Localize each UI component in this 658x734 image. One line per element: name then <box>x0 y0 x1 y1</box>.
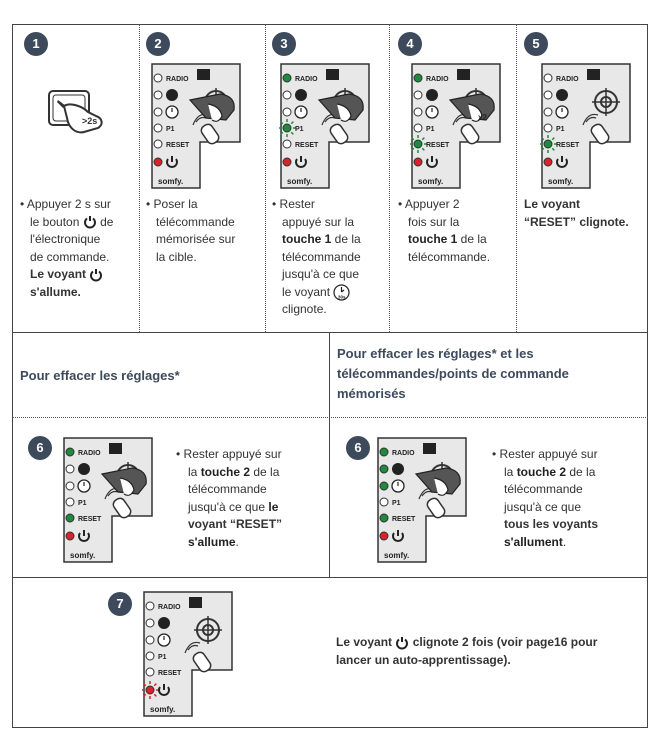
reset-label: RESET <box>295 142 319 149</box>
pedestrian-icon <box>166 89 178 101</box>
step-5-text <box>524 196 648 231</box>
led-indicator <box>544 108 552 116</box>
led-indicator <box>380 448 388 456</box>
text-line: touche 1 <box>282 232 332 246</box>
led-indicator <box>414 74 422 82</box>
somfy-logo: somfy. <box>418 177 444 186</box>
text-line: voyant “RESET” <box>188 517 283 531</box>
led-indicator <box>380 532 388 540</box>
text-line: Rester appuyé sur <box>183 447 282 461</box>
text-line: le voyant <box>282 284 331 299</box>
text-line: de commande. <box>30 249 110 264</box>
section-heading <box>337 344 569 404</box>
pedestrian-icon <box>78 463 90 475</box>
text-line: de la <box>457 232 487 246</box>
text-line: de la <box>331 232 361 246</box>
text-line: fois sur la <box>408 214 460 229</box>
p1-label: P1 <box>78 500 87 507</box>
divider <box>329 332 330 577</box>
led-indicator <box>146 602 154 610</box>
text-line: la <box>188 464 201 479</box>
led-indicator <box>66 482 74 490</box>
text-line: télécommande <box>156 214 235 229</box>
timer-label: 30s <box>338 294 346 300</box>
power-icon <box>395 636 409 650</box>
pedestrian-icon <box>295 89 307 101</box>
step-badge: 2 <box>146 32 170 56</box>
p1-label: P1 <box>158 654 167 661</box>
led-indicator <box>380 482 388 490</box>
press-count-label: x2 <box>478 113 487 122</box>
step-badge: 5 <box>524 32 548 56</box>
reset-label: RESET <box>392 516 416 523</box>
p1-label: P1 <box>166 126 175 133</box>
step-6b-text <box>492 446 642 551</box>
reset-label: RESET <box>158 670 182 677</box>
radio-logo-icon <box>326 69 339 80</box>
p1-label: P1 <box>295 126 304 133</box>
radio-label: RADIO <box>78 450 101 457</box>
text-line: touche 2 <box>516 464 567 479</box>
text-line: s'allume. <box>30 284 81 299</box>
text-line: jusqu'à ce que <box>188 499 269 514</box>
timer-icon <box>333 284 350 301</box>
led-indicator <box>544 158 552 166</box>
bullet: • <box>272 197 277 211</box>
step-6a-text <box>176 446 326 551</box>
radio-label: RADIO <box>556 76 579 83</box>
power-icon <box>89 268 103 282</box>
divider <box>12 417 648 418</box>
pedestrian-icon <box>158 617 170 629</box>
text-line: Le voyant <box>30 267 87 281</box>
control-panel <box>410 62 502 195</box>
text-line: la <box>504 464 517 479</box>
reset-label: RESET <box>556 142 580 149</box>
led-indicator <box>66 465 74 473</box>
step-4-text <box>398 196 516 266</box>
radio-label: RADIO <box>426 76 449 83</box>
led-indicator <box>283 91 291 99</box>
text-line: clignote 2 fois (voir page16 pour <box>412 635 598 649</box>
text-line: télécommande. <box>408 249 491 264</box>
bullet: • <box>176 447 181 461</box>
text-line: le <box>268 499 279 514</box>
power-icon <box>83 215 97 229</box>
divider <box>12 332 648 333</box>
led-indicator <box>154 158 162 166</box>
reset-label: RESET <box>78 516 102 523</box>
text-line: de la <box>250 464 280 479</box>
text-line: Appuyer 2 <box>404 197 460 211</box>
control-panel <box>279 62 371 195</box>
somfy-logo: somfy. <box>287 177 313 186</box>
reset-label: RESET <box>166 142 190 149</box>
radio-label: RADIO <box>392 450 415 457</box>
text-line: l'électronique <box>30 232 101 246</box>
led-indicator <box>154 91 162 99</box>
text-line: de la <box>566 464 596 479</box>
control-panel <box>150 62 242 195</box>
bullet: • <box>20 197 25 211</box>
radio-logo-icon <box>457 69 470 80</box>
step-7-text <box>336 634 646 669</box>
led-indicator <box>414 124 422 132</box>
pedestrian-icon <box>426 89 438 101</box>
text-line: “RESET” clignote. <box>524 214 629 229</box>
step-3-text <box>272 196 388 319</box>
control-panel <box>540 62 632 195</box>
led-indicator <box>283 124 291 132</box>
led-indicator <box>146 636 154 644</box>
step-2-text <box>146 196 264 266</box>
step-badge: 1 <box>24 32 48 56</box>
led-indicator <box>154 108 162 116</box>
led-indicator <box>380 465 388 473</box>
step-badge: 4 <box>398 32 422 56</box>
radio-label: RADIO <box>295 76 318 83</box>
divider <box>12 577 648 578</box>
p1-label: P1 <box>392 500 401 507</box>
led-indicator <box>283 158 291 166</box>
text-line: télécommande <box>188 482 267 496</box>
led-indicator <box>66 514 74 522</box>
somfy-logo: somfy. <box>150 705 176 714</box>
text-line: tous les voyants <box>504 517 599 531</box>
text-line: télécommandes/points de commande <box>337 366 569 381</box>
led-indicator <box>283 140 291 148</box>
text-line: touche 1 <box>408 232 458 246</box>
text-line: de <box>100 214 114 229</box>
somfy-logo: somfy. <box>158 177 184 186</box>
pedestrian-icon <box>556 89 568 101</box>
led-indicator <box>154 124 162 132</box>
led-indicator <box>283 74 291 82</box>
text-line: lancer un auto-apprentissage). <box>336 652 511 667</box>
text-line: s'allument <box>504 534 563 549</box>
radio-label: RADIO <box>166 76 189 83</box>
led-indicator <box>414 108 422 116</box>
text-line: Poser la <box>153 197 198 211</box>
text-line: jusqu'à ce que <box>504 499 582 514</box>
somfy-logo: somfy. <box>384 551 410 560</box>
led-indicator <box>66 498 74 506</box>
text-line: Rester <box>279 197 315 211</box>
led-indicator <box>380 498 388 506</box>
text-line: Rester appuyé sur <box>499 447 598 461</box>
led-indicator <box>414 158 422 166</box>
pedestrian-icon <box>392 463 404 475</box>
divider <box>389 24 390 332</box>
text-line: mémorisée sur <box>156 232 236 246</box>
led-indicator <box>544 140 552 148</box>
led-indicator <box>66 532 74 540</box>
radio-logo-icon <box>197 69 210 80</box>
led-indicator <box>544 91 552 99</box>
led-indicator <box>154 74 162 82</box>
radio-logo-icon <box>587 69 600 80</box>
radio-logo-icon <box>189 597 202 608</box>
led-indicator <box>146 619 154 627</box>
somfy-logo: somfy. <box>70 551 96 560</box>
section-heading: Pour effacer les réglages* <box>20 368 180 383</box>
radio-logo-icon <box>109 443 122 454</box>
text-line: le bouton <box>30 214 80 229</box>
led-indicator <box>146 668 154 676</box>
text-line: jusqu'à ce que <box>282 267 360 281</box>
text-line: . <box>235 534 239 549</box>
p1-label: P1 <box>556 126 565 133</box>
text-line: Pour effacer les réglages* et les <box>337 346 534 361</box>
control-panel <box>142 590 234 723</box>
step-badge: 3 <box>272 32 296 56</box>
text-line: . <box>562 534 567 549</box>
control-panel <box>62 436 154 569</box>
led-indicator <box>414 140 422 148</box>
divider <box>516 24 517 332</box>
divider <box>139 24 140 332</box>
led-indicator <box>414 91 422 99</box>
bullet: • <box>398 197 403 211</box>
led-indicator <box>544 74 552 82</box>
led-indicator <box>146 686 154 694</box>
divider <box>265 24 266 332</box>
text-line: la cible. <box>156 249 197 264</box>
somfy-logo: somfy. <box>548 177 574 186</box>
led-indicator <box>380 514 388 522</box>
led-indicator <box>66 448 74 456</box>
step-badge: 6 <box>346 436 370 460</box>
bullet: • <box>146 197 151 211</box>
step-badge: 7 <box>108 592 132 616</box>
led-indicator <box>544 124 552 132</box>
text-line: s'allume <box>188 534 236 549</box>
bullet: • <box>492 447 497 461</box>
step-1-text <box>20 196 138 301</box>
p1-label: P1 <box>426 126 435 133</box>
radio-label: RADIO <box>158 604 181 611</box>
text-line: télécommande <box>282 249 361 264</box>
text-line: Appuyer 2 s sur <box>26 197 111 211</box>
text-line: Le voyant <box>524 197 581 211</box>
text-line: clignote. <box>282 302 327 316</box>
hand-press-icon <box>48 88 108 136</box>
led-indicator <box>283 108 291 116</box>
led-indicator <box>146 652 154 660</box>
control-panel <box>376 436 468 569</box>
text-line: Le voyant <box>336 635 393 649</box>
text-line: appuyé sur la <box>282 214 355 229</box>
text-line: mémorisés <box>337 386 406 401</box>
press-duration: >2s <box>82 116 98 126</box>
led-indicator <box>154 140 162 148</box>
text-line: télécommande <box>504 482 583 496</box>
reset-label: RESET <box>426 142 450 149</box>
radio-logo-icon <box>423 443 436 454</box>
step-badge: 6 <box>28 436 52 460</box>
text-line: touche 2 <box>200 464 251 479</box>
